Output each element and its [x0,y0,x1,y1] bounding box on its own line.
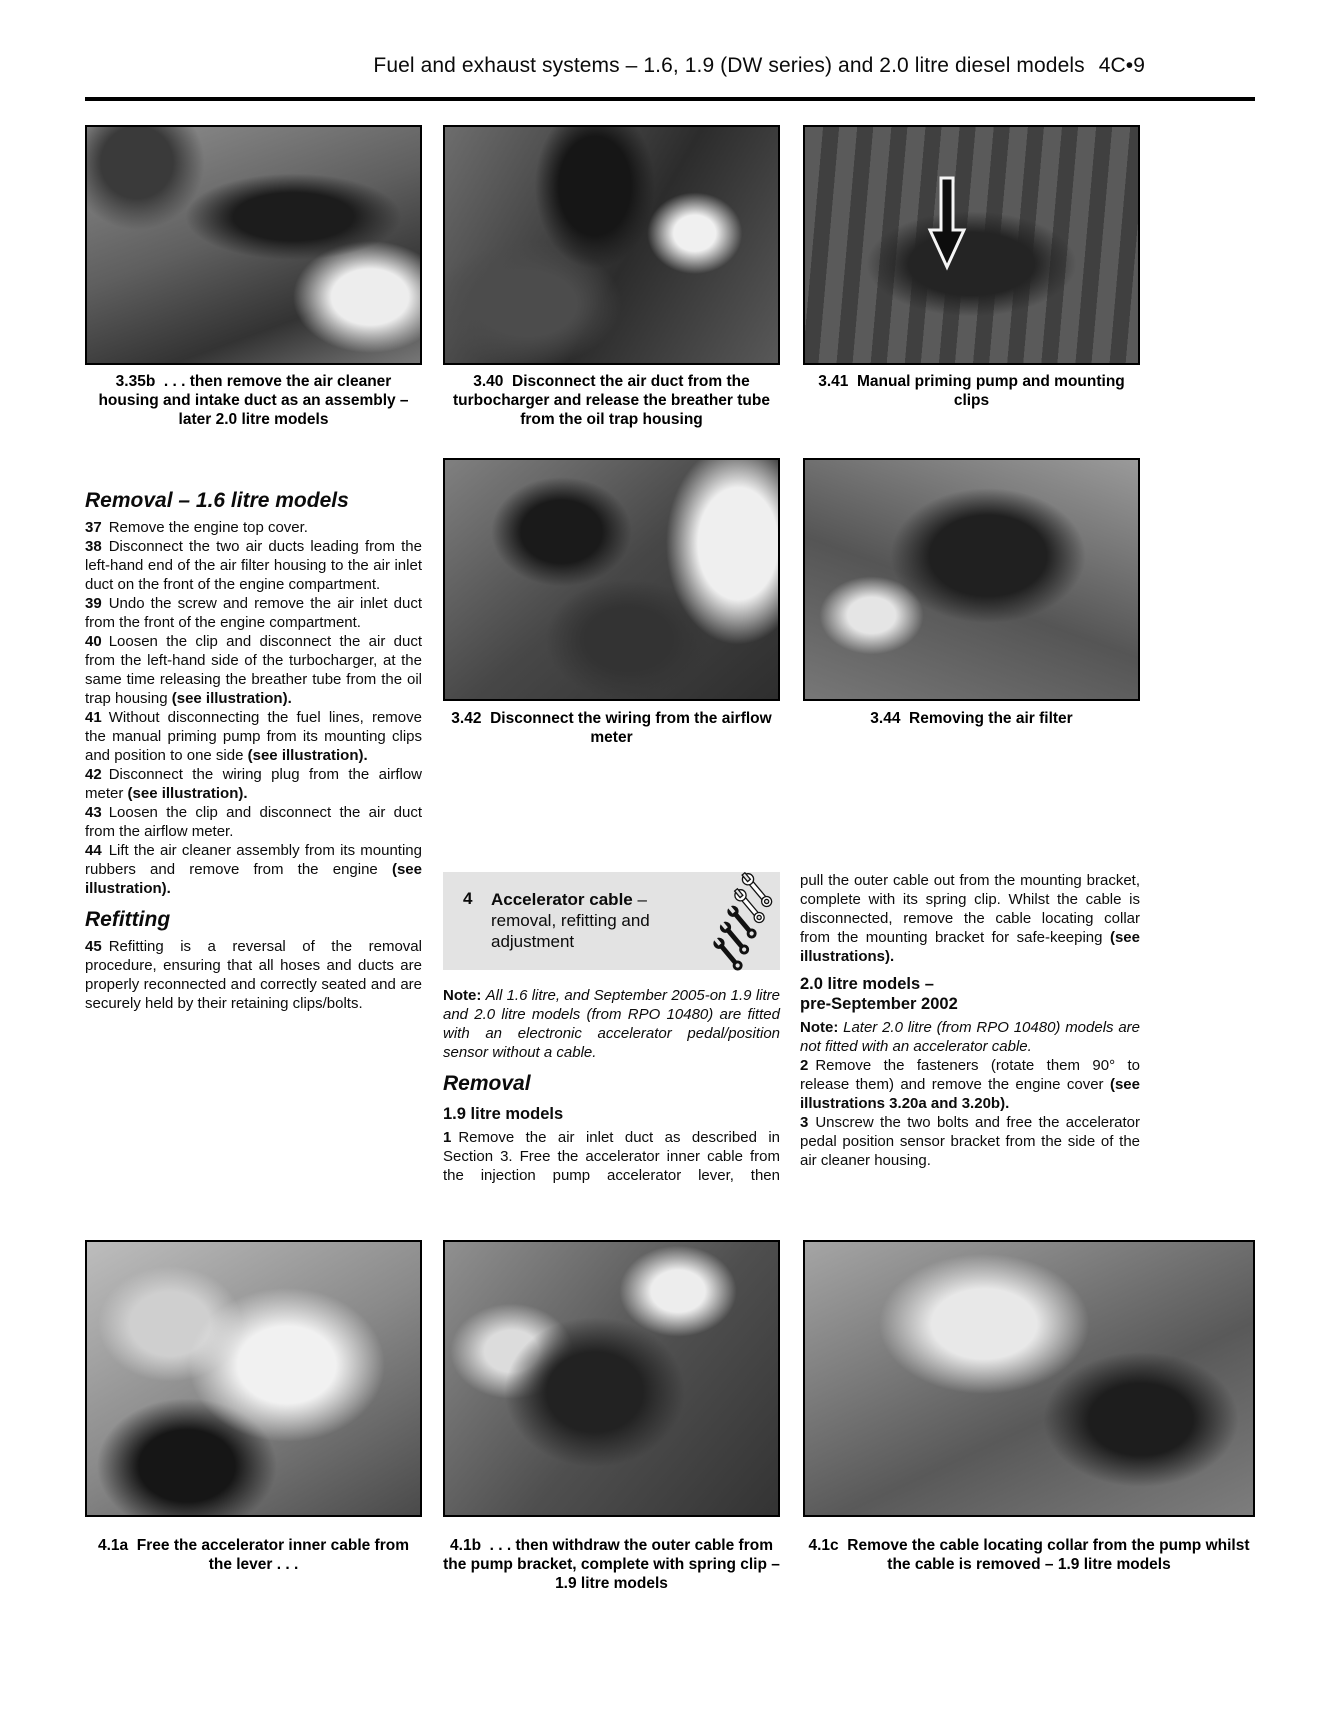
text-segment: (see illustrations 3.20a and 3.20b). [800,1076,1140,1112]
step-paragraph [85,518,422,537]
text-segment: Later 2.0 litre (from RPO 10480) models are not fitted with an accelerator cable. [800,1019,1140,1055]
text-segment: Unscrew the two bolts and free the accelerator pedal position sensor bracket from the side of the air cleaner housing. [800,1114,1140,1169]
figure-4-1a-caption: 4.1a Free the accelerator inner cable from the lever . . . [98,1537,409,1573]
figure-3-40-caption: 3.40 Disconnect the air duct from the turbocharger and release the breather tube from the oil trap housing [453,373,770,428]
subsection-heading: Refitting [85,908,171,931]
note-paragraph [443,986,780,1062]
note-paragraph [800,1018,1140,1056]
step-number: 41 [85,709,102,726]
figure-4-1c-photo [803,1240,1255,1517]
step-number: 43 [85,804,102,821]
step-paragraph [800,871,1140,966]
section-number: 4 [463,889,473,908]
figure-3-35b-caption: 3.35b . . . then remove the air cleaner housing and intake duct as an assembly – later 2.0 litre models [98,373,409,428]
step-paragraph [85,841,422,898]
step-number: 3 [800,1114,809,1131]
step-number: 42 [85,766,102,783]
text-segment: Remove the fasteners (rotate them 90° to release them) and remove the engine cover [800,1057,1140,1093]
step-number: 45 [85,938,102,955]
step-number: 44 [85,842,102,859]
step-number: 1 [443,1129,452,1146]
step-paragraph [800,1056,1140,1113]
text-segment: Loosen the clip and disconnect the air duct from the left-hand side of the turbocharger, at the same time releasing the breather tube from the oil trap housing [85,633,422,707]
text-segment: Undo the screw and remove the air inlet duct from the front of the engine compartment. [85,595,422,631]
text-segment: Refitting is a reversal of the removal procedure, ensuring that all hoses and ducts are properly reconnected and correctly seated and are securely held by their retaining clips/bolts. [85,938,422,1012]
figure-3-35b-photo [85,125,422,365]
text-segment: pull the outer cable out from the mounting bracket, complete with its spring clip. Whilst the cable is disconnected, remove the cable locating collar from the mounting bracket for safe-keeping [800,872,1140,946]
down-arrow-icon [925,175,969,271]
text-segment: (see illustration). [171,690,292,707]
middle-text-column [443,986,780,1185]
step-paragraph [85,803,422,841]
text-segment: Note: [443,987,486,1004]
step-number: 37 [85,519,102,536]
figure-3-42-caption: 3.42 Disconnect the wiring from the airflow meter [451,710,772,746]
step-paragraph [800,1113,1140,1170]
figure-3-41-photo [803,125,1140,365]
text-segment: All 1.6 litre, and September 2005-on 1.9 litre and 2.0 litre models (from RPO 10480) are fitted with an electronic accelerator pedal/position sensor without a cable. [443,987,780,1061]
section-title [491,889,715,952]
text-segment: Note: [800,1019,844,1036]
text-segment: (see illustration). [127,785,248,802]
text-segment: (see illustration). [247,747,368,764]
text-segment: Lift the air cleaner assembly from its mounting rubbers and remove from the engine [85,842,422,878]
text-segment: Without disconnecting the fuel lines, remove the manual priming pump from its mounting clips and position to one side [85,709,422,764]
step-number: 40 [85,633,102,650]
step-number: 2 [800,1057,809,1074]
subsection-heading: Removal [443,1072,531,1095]
step-paragraph [85,708,422,765]
header-rule [85,97,1255,101]
text-segment: Remove the air inlet duct as described in Section 3. Free the accelerator inner cable from the injection pump accelerator lever, then [443,1129,780,1184]
subsection-heading: Removal – 1.6 litre models [85,489,349,512]
text-segment: Loosen the clip and disconnect the air duct from the airflow meter. [85,804,422,840]
text-segment: (see illustrations). [800,929,1140,965]
text-segment: Disconnect the wiring plug from the airflow meter [85,766,422,802]
step-paragraph [85,765,422,803]
page-number: 4C•9 [1098,54,1145,77]
figure-4-1b-caption: 4.1b . . . then withdraw the outer cable from the pump bracket, complete with spring clip – 1.9 litre models [443,1537,780,1592]
figure-4-1b-photo [443,1240,780,1517]
step-paragraph [85,632,422,708]
header-title: Fuel and exhaust systems – 1.6, 1.9 (DW series) and 2.0 litre diesel models [373,54,1085,77]
right-text-column [800,871,1140,1170]
figure-3-40-photo [443,125,780,365]
figure-3-44-caption: 3.44 Removing the air filter [870,710,1073,727]
step-paragraph [85,537,422,594]
left-text-column [85,488,422,1013]
page-header [85,54,1145,78]
step-paragraph [85,937,422,1013]
step-paragraph [443,1128,780,1185]
step-number: 39 [85,595,102,612]
section-4-heading-box [443,872,780,970]
section-title-rest: – removal, refitting and adjustment [491,890,650,951]
step-number: 38 [85,538,102,555]
spanners-icon [718,875,772,969]
text-segment: Disconnect the two air ducts leading from the left-hand end of the air filter housing to the air inlet duct on the front of the engine compartment. [85,538,422,593]
figure-4-1c-caption: 4.1c Remove the cable locating collar from the pump whilst the cable is removed – 1.9 litre models [808,1537,1250,1573]
section-title-bold: Accelerator cable [491,890,633,909]
figure-3-41-caption: 3.41 Manual priming pump and mounting clips [818,373,1125,409]
step-paragraph [85,594,422,632]
model-heading: 1.9 litre models [443,1105,564,1123]
figure-3-42-photo [443,458,780,701]
figure-4-1a-photo [85,1240,422,1517]
text-segment: (see illustration). [85,861,422,897]
text-segment: Remove the engine top cover. [108,519,308,536]
model-heading: 2.0 litre models – pre-September 2002 [800,975,958,1013]
figure-3-44-photo [803,458,1140,701]
